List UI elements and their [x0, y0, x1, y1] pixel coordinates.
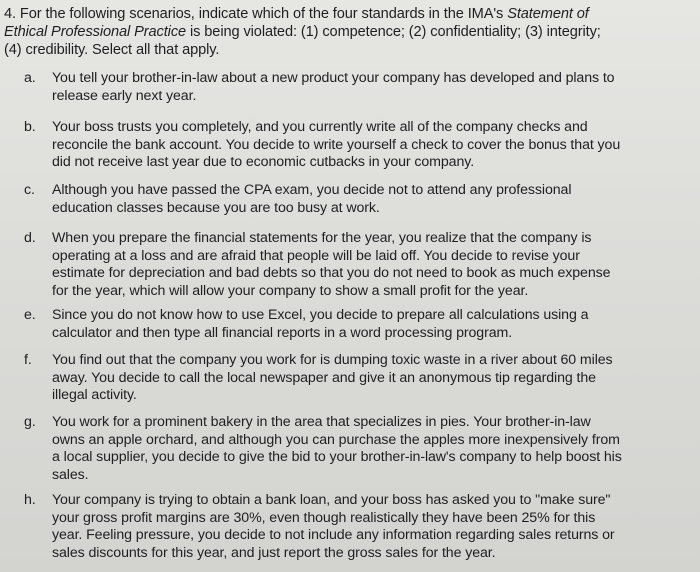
- scenario-letter: a.: [24, 70, 36, 86]
- scenario-text: When you prepare the financial statements for the year, you realize that the company is operating at a loss and are afraid that people will be laid off. You decide to revise your estimate for depreciation and bad debts so that you do not need to book as much expense for the year, which will allow your company to show a small profit for the year.: [52, 230, 611, 299]
- scenario-letter: d.: [24, 230, 36, 246]
- scenario-item-g: [24, 414, 624, 484]
- statement-title: Statement of Ethical Professional Practice: [4, 6, 589, 40]
- scenario-text: You tell your brother-in-law about a new product your company has developed and plans to release early next year.: [52, 70, 615, 104]
- scenario-letter: e.: [24, 307, 36, 323]
- scenario-letter: h.: [24, 492, 36, 508]
- scenario-letter: c.: [24, 182, 35, 198]
- scenario-letter: g.: [24, 414, 36, 430]
- scenario-letter: f.: [24, 352, 32, 368]
- scenario-text: Your company is trying to obtain a bank loan, and your boss has asked you to "make sure" your gross profit margins are 30%, even though realistically they have been 25% for this year. Feeling pressure, you decide to not include any information regarding sales returns or sales discounts for this year, and just report the gross sales for the year.: [52, 492, 615, 561]
- scenario-item-e: [24, 307, 624, 342]
- scenario-text: You find out that the company you work for is dumping toxic waste in a river about 60 miles away. You decide to call the local newspaper and give it an anonymous tip regarding the illegal activity.: [52, 352, 613, 403]
- scenario-text: Since you do not know how to use Excel, you decide to prepare all calculations using a calculator and then type all financial reports in a word processing program.: [52, 307, 589, 341]
- scenario-item-h: [24, 492, 624, 562]
- scenario-item-a: [24, 70, 624, 105]
- scenario-text: Although you have passed the CPA exam, you decide not to attend any professional education classes because you are too busy at work.: [52, 182, 572, 216]
- scenario-item-b: [24, 119, 624, 172]
- scenario-text: You work for a prominent bakery in the area that specializes in pies. Your brother-in-law owns an apple orchard, and although you can purchase the apples more inexpensively from a local supplier, you decide to give the bid to your brother-in-law's company to help boost his sales.: [52, 414, 622, 483]
- scenario-text: Your boss trusts you completely, and you currently write all of the company checks and reconcile the bank account. You decide to write yourself a check to cover the bonus that you did not receive last year due to economic cutbacks in your company.: [52, 119, 621, 170]
- scenario-item-d: [24, 230, 624, 300]
- question-prefix: 4. For the following scenarios, indicate which of the four standards in the IMA's: [4, 6, 508, 22]
- scenario-letter: b.: [24, 119, 36, 135]
- scenario-item-c: [24, 182, 624, 217]
- question-prompt: [4, 5, 619, 59]
- scenario-item-f: [24, 352, 624, 405]
- question-suffix: is being violated: (1) competence; (2) confidentiality; (3) integrity; (4) credibility. Select all that apply.: [4, 24, 601, 58]
